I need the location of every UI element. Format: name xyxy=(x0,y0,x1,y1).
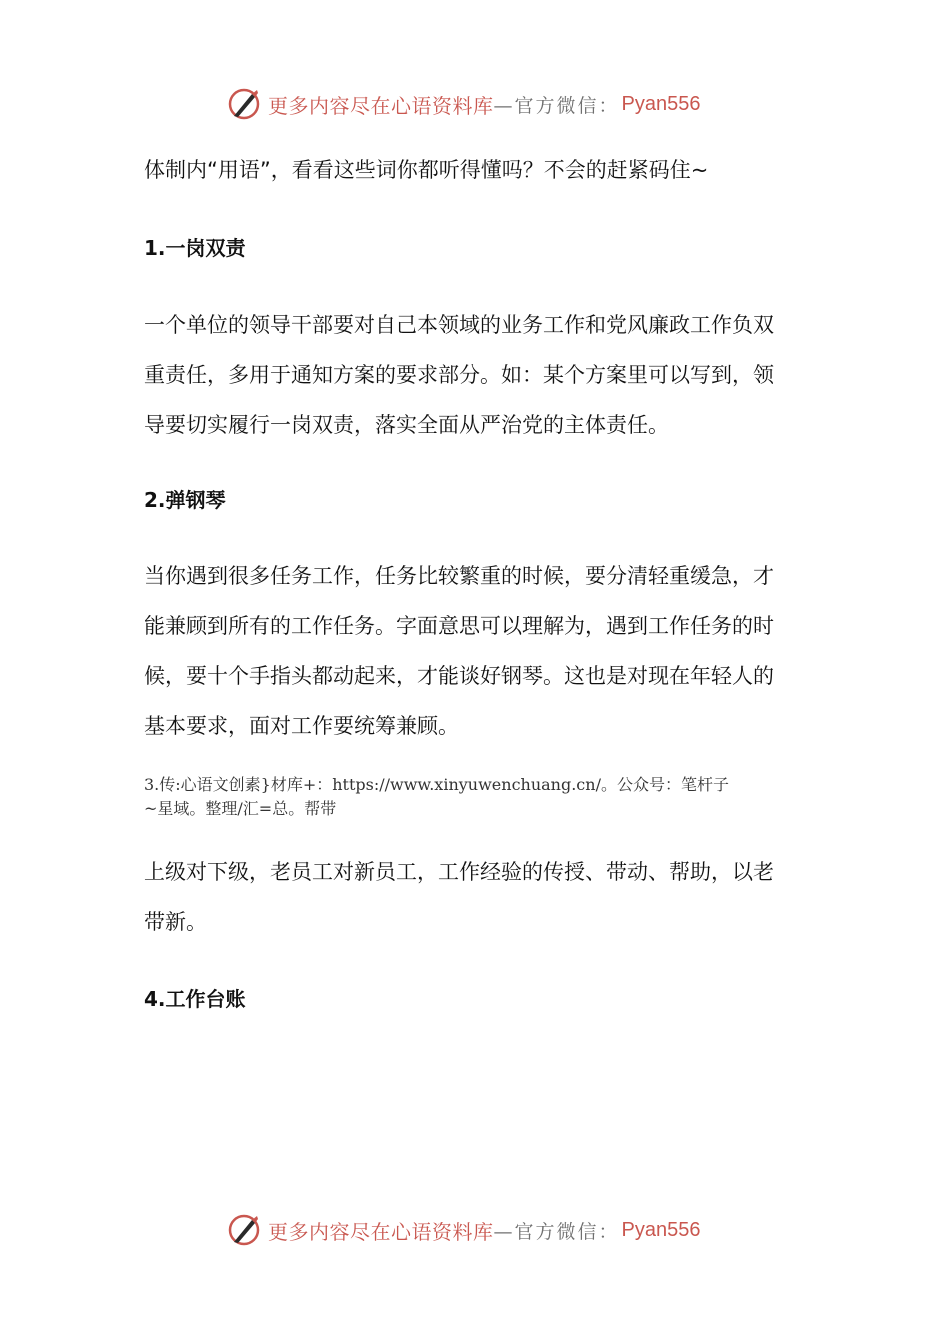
section-2-line: 基本要求，面对工作要统筹兼顾。 xyxy=(144,714,459,738)
section-2-line: 当你遇到很多任务工作，任务比较繁重的时候，要分清轻重缓急，才 xyxy=(144,564,774,588)
header-watermark-banner xyxy=(226,84,700,124)
banner-title: 更多内容尽在心语资料库 xyxy=(268,1219,494,1244)
intro-text: 体制内“用语”，看看这些词你都听得懂吗？不会的赶紧码住~ xyxy=(144,158,709,182)
section-heading-4: 4.工作台账 xyxy=(144,987,246,1011)
section-heading-2: 2.弹钢琴 xyxy=(144,488,226,512)
section-2-line: 候，要十个手指头都动起来，才能谈好钢琴。这也是对现在年轻人的 xyxy=(144,664,774,688)
banner-wechat-id: Pyan556 xyxy=(621,1218,701,1241)
section-3-heading-note: 3.传:心语文创素}材库+：https://www.xinyuwenchuang.cn/。公众号：笔杆子 xyxy=(144,775,729,794)
banner-wechat-id: Pyan556 xyxy=(621,92,701,115)
banner-subtitle: —官方微信： xyxy=(493,94,620,117)
document-body xyxy=(144,148,804,1021)
section-3-heading-note: ~星域。整理/汇=总。帮带 xyxy=(144,799,337,818)
section-3-line: 带新。 xyxy=(144,910,207,934)
quill-logo-icon xyxy=(226,1212,262,1248)
banner-subtitle: —官方微信： xyxy=(493,1220,620,1243)
section-heading-1: 1.一岗双责 xyxy=(144,236,246,260)
section-1-line: 导要切实履行一岗双责，落实全面从严治党的主体责任。 xyxy=(144,413,669,437)
section-2-line: 能兼顾到所有的工作任务。字面意思可以理解为，遇到工作任务的时 xyxy=(144,614,774,638)
banner-title: 更多内容尽在心语资料库 xyxy=(268,93,494,118)
section-1-line: 重责任，多用于通知方案的要求部分。如：某个方案里可以写到，领 xyxy=(144,363,774,387)
footer-watermark-banner xyxy=(226,1210,700,1250)
section-3-line: 上级对下级，老员工对新员工，工作经验的传授、带动、帮助，以老 xyxy=(144,860,774,884)
section-1-line: 一个单位的领导干部要对自己本领域的业务工作和党风廉政工作负双 xyxy=(144,313,774,337)
quill-logo-icon xyxy=(226,86,262,122)
